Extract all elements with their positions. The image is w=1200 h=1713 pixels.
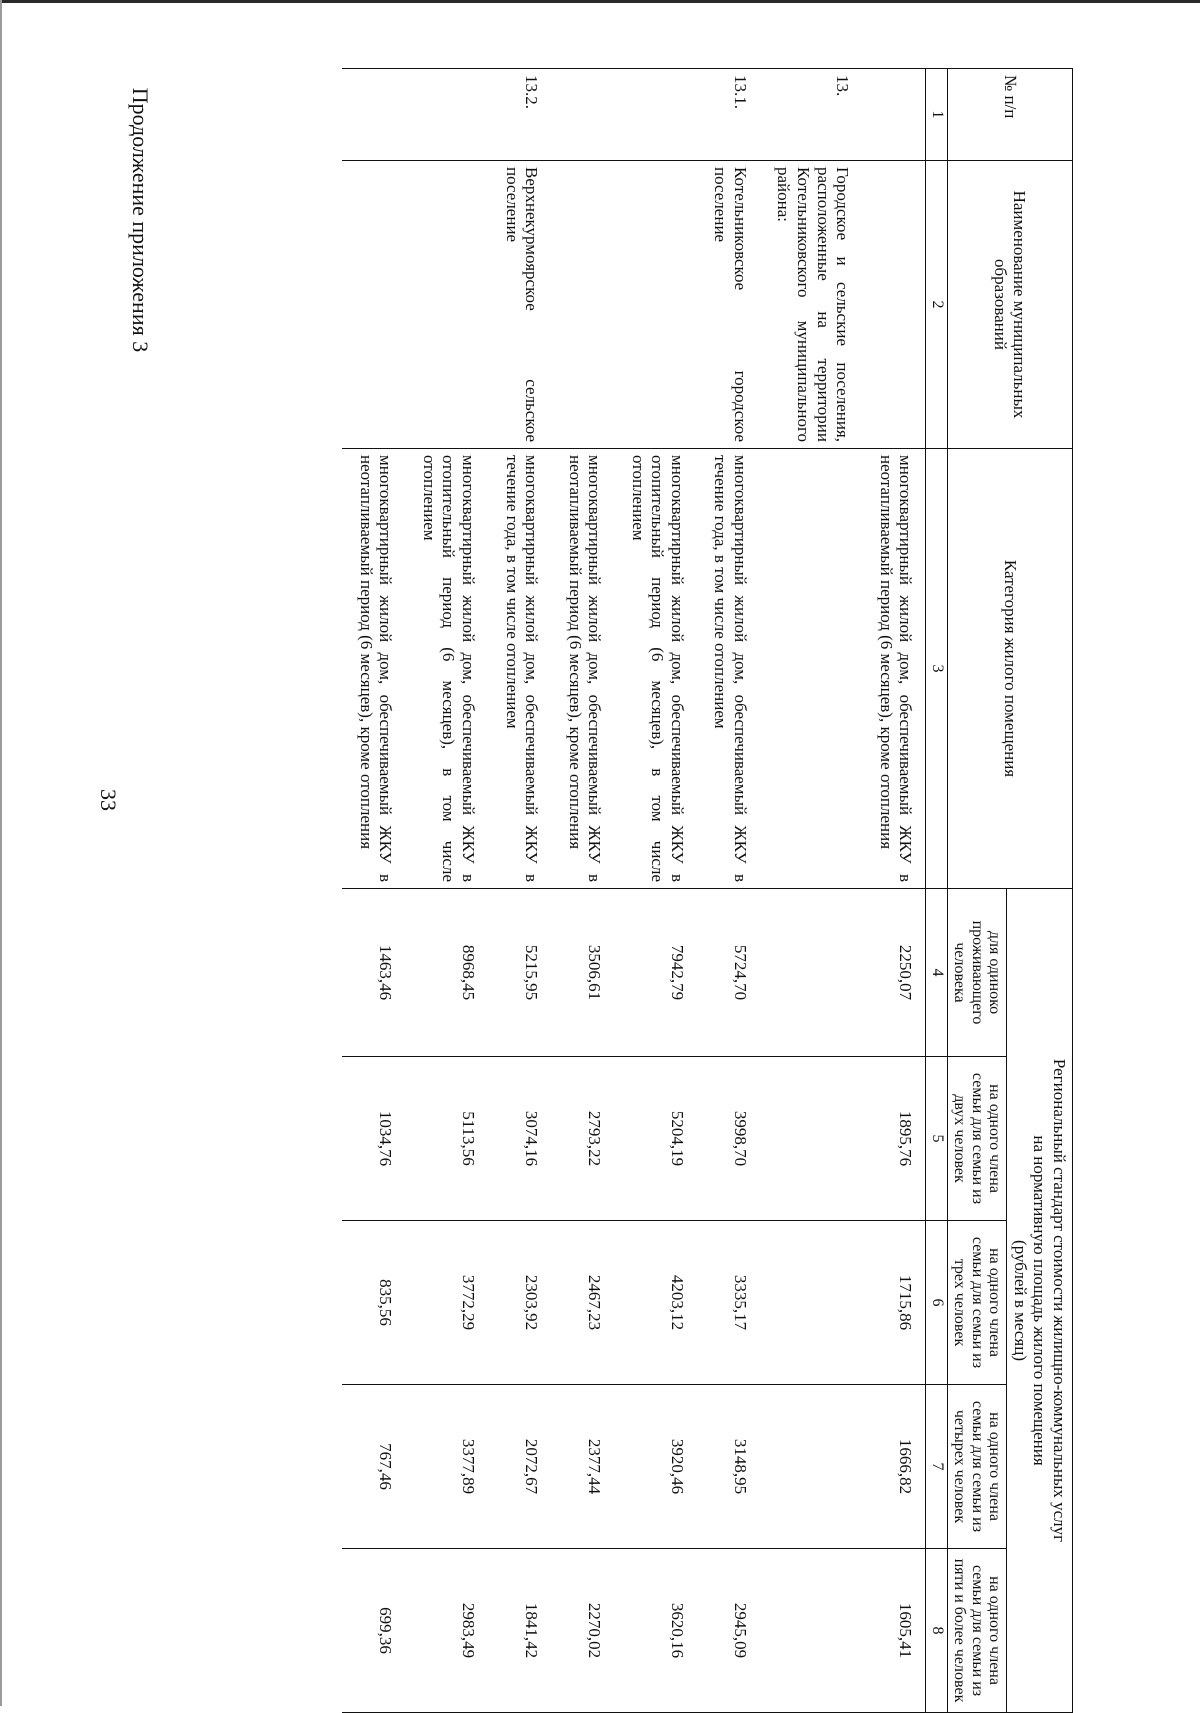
table-row — [405, 69, 488, 1713]
column-number-cell: 7 — [926, 1385, 947, 1549]
row-municipality: Верхнекурмоярское сельское поселение — [488, 161, 551, 449]
table-row — [342, 69, 405, 1713]
subcol-header-3: на одного члена семьи для семьи из трех человек — [947, 1221, 1007, 1385]
row-value: 3074,16 — [488, 1057, 551, 1221]
subcol-header-1: для одиноко проживающего человека — [947, 889, 1007, 1057]
row-value — [760, 1385, 862, 1549]
row-value: 3148,95 — [697, 1385, 760, 1549]
table-row — [614, 69, 697, 1713]
row-value: 5215,95 — [488, 889, 551, 1057]
standard-header-line-3: (рублей в месяц) — [1010, 1240, 1030, 1361]
column-number-cell: 1 — [926, 69, 947, 161]
row-municipality: Котельниковское городское поселение — [697, 161, 760, 449]
col-category-header: Категория жилого помещения — [947, 449, 1072, 889]
row-category: многоквартирный жилой дом, обеспечиваемый ЖКУ в неотапливаемый период (6 месяцев), кроме отопления — [551, 449, 614, 889]
row-value: 3998,70 — [697, 1057, 760, 1221]
row-municipality — [614, 161, 697, 449]
row-municipality: Городское и сельские поселения, расположенные на территории Котельниковского муниципального района: — [760, 161, 862, 449]
row-number — [614, 69, 697, 161]
table-row — [488, 69, 551, 1713]
standard-header-line-1: Региональный стандарт стоимости жилищно-коммунальных услуг — [1050, 1058, 1069, 1543]
row-value: 2270,02 — [551, 1549, 614, 1713]
row-value: 5204,19 — [614, 1057, 697, 1221]
row-value: 3772,29 — [405, 1221, 488, 1385]
row-value: 2072,67 — [488, 1385, 551, 1549]
row-value: 1895,76 — [862, 1057, 926, 1221]
column-number-cell: 6 — [926, 1221, 947, 1385]
row-value: 835,56 — [342, 1221, 405, 1385]
row-category: многоквартирный жилой дом, обеспечиваемый ЖКУ в неотапливаемый период (6 месяцев), кроме отопления — [342, 449, 405, 889]
row-value: 3506,61 — [551, 889, 614, 1057]
row-category: многоквартирный жилой дом, обеспечиваемый ЖКУ в течение года, в том числе отоплением — [697, 449, 760, 889]
row-value: 3335,17 — [697, 1221, 760, 1385]
row-value: 2377,44 — [551, 1385, 614, 1549]
column-number-cell: 4 — [926, 889, 947, 1057]
row-value: 2467,23 — [551, 1221, 614, 1385]
housing-standard-table — [342, 68, 1073, 1713]
row-number: 13.1. — [697, 69, 760, 161]
table-row — [551, 69, 614, 1713]
row-category: многоквартирный жилой дом, обеспечиваемый ЖКУ в неотапливаемый период (6 месяцев), кроме отопления — [862, 449, 926, 889]
subcol-header-4: на одного члена семьи для семьи из четырех человек — [947, 1385, 1007, 1549]
subcol-header-2: на одного члена семьи для семьи из двух человек — [947, 1057, 1007, 1221]
row-value: 2945,09 — [697, 1549, 760, 1713]
row-value: 1034,76 — [342, 1057, 405, 1221]
row-value: 2983,49 — [405, 1549, 488, 1713]
header-row-1 — [1007, 69, 1073, 1713]
table-row — [760, 69, 862, 1713]
row-number: 13. — [760, 69, 862, 161]
row-value: 2303,92 — [488, 1221, 551, 1385]
column-number-cell: 3 — [926, 449, 947, 889]
row-municipality — [551, 161, 614, 449]
row-value — [760, 1057, 862, 1221]
row-value: 767,46 — [342, 1385, 405, 1549]
col-name-header: Наименование муниципальных образований — [947, 161, 1072, 449]
row-number: 13.2. — [488, 69, 551, 161]
column-number-cell: 2 — [926, 161, 947, 449]
standard-header-line-2: на нормативную площадь жилого помещения — [1030, 1135, 1050, 1466]
row-value: 1463,46 — [342, 889, 405, 1057]
row-category: многоквартирный жилой дом, обеспечиваемый ЖКУ в отопительный период (6 месяцев), в том числе отоплением — [614, 449, 697, 889]
row-value: 2250,07 — [862, 889, 926, 1057]
scan-edge-top — [0, 0, 1200, 3]
row-municipality — [405, 161, 488, 449]
column-number-cell: 8 — [926, 1549, 947, 1713]
row-value: 1666,82 — [862, 1385, 926, 1549]
scan-edge-left — [0, 0, 2, 1706]
row-value: 7942,79 — [614, 889, 697, 1057]
column-number-cell: 5 — [926, 1057, 947, 1221]
row-number — [405, 69, 488, 161]
row-value: 2793,22 — [551, 1057, 614, 1221]
row-value: 1841,42 — [488, 1549, 551, 1713]
row-category — [760, 449, 862, 889]
row-value: 5113,56 — [405, 1057, 488, 1221]
row-value: 3377,89 — [405, 1385, 488, 1549]
row-number — [551, 69, 614, 161]
row-value: 5724,70 — [697, 889, 760, 1057]
page-number: 33 — [96, 789, 121, 811]
row-value: 4203,12 — [614, 1221, 697, 1385]
row-number — [342, 69, 405, 161]
row-category: многоквартирный жилой дом, обеспечиваемый ЖКУ в течение года, в том числе отоплением — [488, 449, 551, 889]
row-value — [760, 1549, 862, 1713]
column-number-row — [926, 69, 947, 1713]
row-municipality — [342, 161, 405, 449]
row-number — [862, 69, 926, 161]
row-value: 1605,41 — [862, 1549, 926, 1713]
col-standard-header — [1007, 889, 1073, 1713]
table-row — [697, 69, 760, 1713]
row-value: 1715,86 — [862, 1221, 926, 1385]
rotated-table-container — [153, 68, 1073, 1712]
row-municipality — [862, 161, 926, 449]
row-category: многоквартирный жилой дом, обеспечиваемый ЖКУ в отопительный период (6 месяцев), в том числе отоплением — [405, 449, 488, 889]
row-value — [760, 1221, 862, 1385]
row-value: 3920,46 — [614, 1385, 697, 1549]
row-value: 699,36 — [342, 1549, 405, 1713]
row-value: 3620,16 — [614, 1549, 697, 1713]
row-value: 8968,45 — [405, 889, 488, 1057]
subcol-header-5: на одного члена семьи для семьи из пяти и более человек — [947, 1549, 1007, 1713]
table-row — [862, 69, 926, 1713]
col-num-header: № п/п — [947, 69, 1072, 161]
row-value — [760, 889, 862, 1057]
appendix-title: Продолжение приложения 3 — [128, 87, 153, 353]
